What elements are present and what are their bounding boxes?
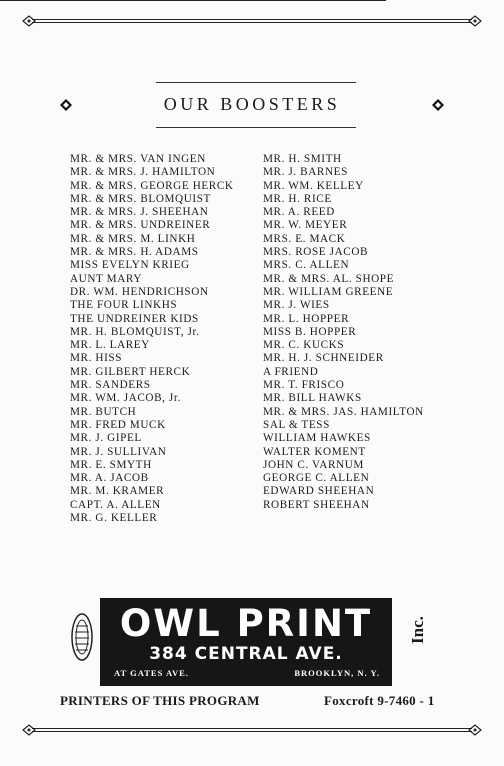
booster-name: MR. FRED MUCK xyxy=(70,418,166,431)
booster-name: MR. & MRS. BLOMQUIST xyxy=(70,192,211,205)
booster-name: MR. J. BARNES xyxy=(263,166,348,179)
booster-name: MR. & MRS. J. SHEEHAN xyxy=(70,206,209,219)
booster-name: MR. H. RICE xyxy=(263,192,332,205)
rule-end-ornament-right-icon xyxy=(468,723,482,737)
printer-city: BROOKLYN, N. Y. xyxy=(294,668,380,678)
booster-name: MR. H. BLOMQUIST, Jr. xyxy=(70,325,200,338)
booster-name: MR. T. FRISCO xyxy=(263,379,345,392)
printer-phone: Foxcroft 9-7460 - 1 xyxy=(324,693,435,708)
booster-name: MR. E. SMYTH xyxy=(70,458,152,471)
bottom-ornamental-rule xyxy=(22,723,482,737)
booster-name: SAL & TESS xyxy=(263,418,330,431)
booster-name: MR. A. JACOB xyxy=(70,472,149,485)
booster-name: MR. BILL HAWKS xyxy=(263,392,362,405)
booster-name: MR. SANDERS xyxy=(70,379,151,392)
booster-name: MR. C. KUCKS xyxy=(263,339,345,352)
booster-name: MISS B. HOPPER xyxy=(263,325,357,338)
booster-name: MR. BUTCH xyxy=(70,405,137,418)
booster-name: MR. GILBERT HERCK xyxy=(70,365,191,378)
booster-name: A FRIEND xyxy=(263,365,319,378)
rule-end-ornament-left-icon xyxy=(22,14,36,28)
advertisement-divider xyxy=(0,0,386,1)
owl-print-advertisement xyxy=(100,598,392,686)
booster-name: MR. WILLIAM GREENE xyxy=(263,285,394,298)
boosters-list-left xyxy=(70,153,260,525)
booster-name: MR. & MRS. J. HAMILTON xyxy=(70,166,216,179)
booster-name: MR. WM. KELLEY xyxy=(263,179,364,192)
booster-name: MR. & MRS. VAN INGEN xyxy=(70,153,206,165)
printer-address: 384 CENTRAL AVE. xyxy=(149,644,343,664)
booster-name: MR. & MRS. JAS. HAMILTON xyxy=(263,405,424,418)
booster-name: MR. J. SULLIVAN xyxy=(70,445,167,458)
booster-name: MR. H. J. SCHNEIDER xyxy=(263,352,384,365)
rule-end-ornament-left-icon xyxy=(22,723,36,737)
booster-name: MRS. E. MACK xyxy=(263,232,346,245)
title-rule-bottom xyxy=(156,127,356,128)
booster-name: MR. J. GIPEL xyxy=(70,432,142,445)
booster-name: MR. W. MEYER xyxy=(263,219,348,232)
booster-name: MISS EVELYN KRIEG xyxy=(70,259,190,272)
booster-name: JOHN C. VARNUM xyxy=(263,458,364,471)
booster-name: MR. & MRS. AL. SHOPE xyxy=(263,272,395,285)
booster-name: MR. & MRS. GEORGE HERCK xyxy=(70,179,234,192)
booster-name: ROBERT SHEEHAN xyxy=(263,498,370,511)
booster-name: MR. H. SMITH xyxy=(263,153,342,165)
booster-name: MRS. ROSE JACOB xyxy=(263,246,369,259)
booster-name: MR. L. LAREY xyxy=(70,339,150,352)
rule-end-ornament-right-icon xyxy=(468,14,482,28)
booster-name: DR. WM. HENDRICHSON xyxy=(70,285,209,298)
diamond-ornament-right-icon xyxy=(432,99,444,111)
booster-name: MR. & MRS. UNDREINER xyxy=(70,219,211,232)
top-ornamental-rule xyxy=(22,14,482,28)
booster-name: AUNT MARY xyxy=(70,272,143,285)
booster-name: MR. WM. JACOB, Jr. xyxy=(70,392,181,405)
booster-name: MR. A. REED xyxy=(263,206,335,219)
booster-name: EDWARD SHEEHAN xyxy=(263,485,375,498)
booster-name: WILLIAM HAWKES xyxy=(263,432,371,445)
printer-name: OWL PRINT xyxy=(119,602,373,645)
boosters-list-right xyxy=(263,153,463,512)
booster-name: MR. & MRS. H. ADAMS xyxy=(70,246,199,259)
booster-name: CAPT. A. ALLEN xyxy=(70,498,161,511)
booster-name: THE UNDREINER KIDS xyxy=(70,312,199,325)
booster-name: WALTER KOMENT xyxy=(263,445,366,458)
union-label-seal-icon xyxy=(70,612,94,662)
printers-label: PRINTERS OF THIS PROGRAM xyxy=(60,693,260,708)
booster-name: MRS. C. ALLEN xyxy=(263,259,350,272)
booster-name: MR. & MRS. M. LINKH xyxy=(70,232,196,245)
booster-name: MR. J. WIES xyxy=(263,299,330,312)
printer-inc-suffix: Inc. xyxy=(408,616,427,644)
booster-name: THE FOUR LINKHS xyxy=(70,299,178,312)
booster-name: GEORGE C. ALLEN xyxy=(263,472,370,485)
page-title: OUR BOOSTERS xyxy=(163,94,341,114)
title-rule-top xyxy=(156,82,356,83)
printer-cross-street: AT GATES AVE. xyxy=(114,668,189,678)
booster-name: MR. HISS xyxy=(70,352,123,365)
booster-name: MR. G. KELLER xyxy=(70,512,158,525)
booster-name: MR. L. HOPPER xyxy=(263,312,350,325)
booster-name: MR. M. KRAMER xyxy=(70,485,165,498)
